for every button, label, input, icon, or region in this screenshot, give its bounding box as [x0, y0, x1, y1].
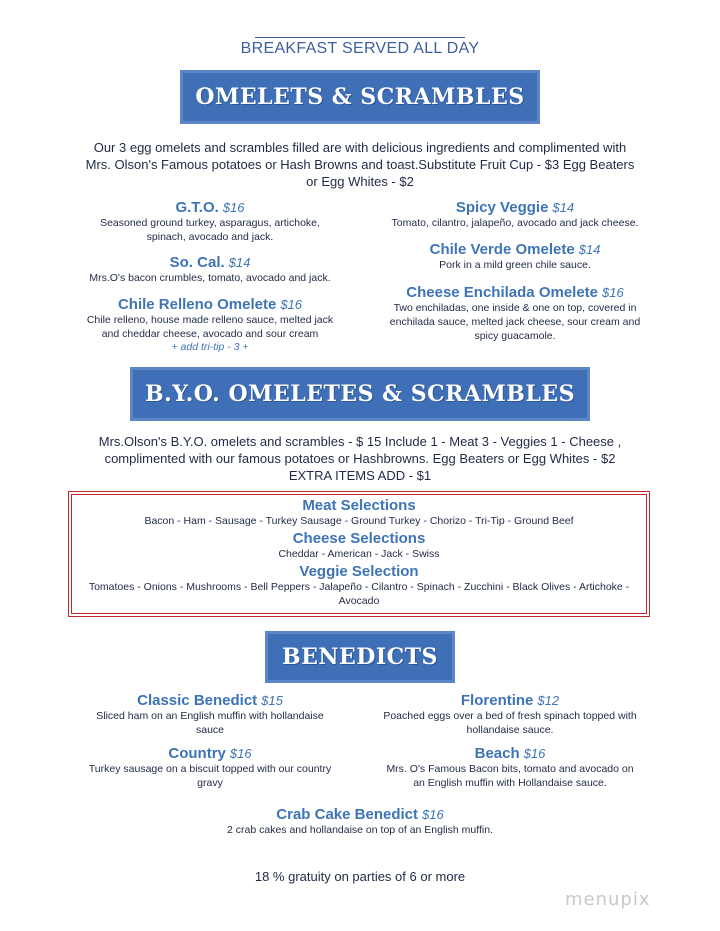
byo-banner: [133, 370, 587, 418]
item-description: Pork in a mild green chile sauce.: [439, 259, 591, 271]
item-name: Country: [168, 745, 226, 762]
item-description: Mrs. O's Famous Bacon bits, tomato and avocado on an English muffin with Hollandaise sauce.: [386, 763, 634, 789]
item-price: $16: [422, 807, 444, 822]
menu-item-country: [80, 745, 340, 790]
item-title: [80, 296, 340, 313]
item-name: So. Cal.: [169, 254, 225, 271]
gratuity-note: 18 % gratuity on parties of 6 or more: [254, 869, 466, 884]
header-rule: [255, 37, 465, 38]
menu-item-beach: [380, 745, 640, 790]
item-price: $16: [229, 746, 252, 761]
byo-intro: [60, 433, 660, 484]
veggie-selection-list: Tomatoes - Onions - Mushrooms - Bell Peppers - Jalapeño - Cilantro - Spinach - Zucchini - Black Olives - Artichoke - Avocado: [88, 581, 630, 607]
item-name: G.T.O.: [175, 199, 219, 216]
item-name: Cheese Enchilada Omelete: [406, 284, 599, 301]
item-name: Chile Verde Omelete: [429, 241, 575, 258]
byo-intro-line: complimented with our famous potatoes or Hashbrowns. Egg Beaters or Egg Whites - $2: [104, 451, 616, 466]
omelets-intro: Our 3 egg omelets and scrambles filled are with delicious ingredients and complimented with Mrs. Olson's Famous potatoes or Hash Browns and toast.Substitute Fruit Cup - $3 Egg Beaters or Egg Whites - $2: [85, 140, 635, 189]
item-description: Chile relleno, house made relleno sauce, melted jack and cheddar cheese, avocado and sour cream: [86, 314, 334, 340]
item-price: $12: [537, 693, 560, 708]
item-price: $14: [578, 242, 601, 257]
benedicts-banner: [268, 634, 452, 680]
item-title: [380, 692, 640, 709]
item-name: Crab Cake Benedict: [276, 806, 418, 823]
item-title: [80, 254, 340, 271]
item-price: $14: [552, 200, 575, 215]
menu-item-cheese-enchilada: [380, 284, 650, 343]
item-name: Spicy Veggie: [455, 199, 549, 216]
omelets-banner-text: OMELETS & SCRAMBLES: [195, 84, 525, 110]
item-title: [380, 745, 640, 762]
item-addon: + add tri-tip - 3 +: [171, 341, 249, 353]
item-price: $14: [228, 255, 251, 270]
menu-item-spicy-veggie: [380, 199, 650, 230]
byo-extra-items: EXTRA ITEMS ADD - $1: [288, 468, 432, 483]
item-price: $16: [523, 746, 546, 761]
menu-item-classic-benedict: [80, 692, 340, 737]
item-title: [380, 284, 650, 301]
cheese-selections-title: Cheese Selections: [292, 530, 426, 547]
item-description: Two enchiladas, one inside & one on top, covered in enchilada sauce, melted jack cheese, sour cream and spicy guacamole.: [389, 302, 641, 342]
omelets-banner: [183, 73, 537, 121]
cheese-selections-list: Cheddar - American - Jack - Swiss: [278, 548, 440, 560]
menu-item-chile-relleno: [80, 296, 340, 353]
menu-item-gto: [80, 199, 340, 244]
item-title: [380, 241, 650, 258]
item-name: Florentine: [460, 692, 534, 709]
item-description: Poached eggs over a bed of fresh spinach topped with hollandaise sauce.: [383, 710, 637, 736]
selections: [76, 497, 642, 608]
item-title: [80, 199, 340, 216]
item-description: Tomato, cilantro, jalapeño, avocado and jack cheese.: [391, 217, 639, 229]
item-price: $16: [280, 297, 303, 312]
item-description: Turkey sausage on a biscuit topped with our country gravy: [88, 763, 332, 789]
menu-item-chile-verde: [380, 241, 650, 272]
menu-item-crab-cake-benedict: [160, 806, 560, 837]
breakfast-served-all-day: BREAKFAST SERVED ALL DAY: [240, 40, 480, 57]
item-description: Sliced ham on an English muffin with hollandaise sauce: [96, 710, 324, 736]
item-description: Seasoned ground turkey, asparagus, artichoke, spinach, avocado and jack.: [100, 217, 320, 243]
item-title: [80, 692, 340, 709]
menu-item-florentine: [380, 692, 640, 737]
item-price: $16: [602, 285, 624, 300]
byo-intro-line: Mrs.Olson's B.Y.O. omelets and scrambles - $ 15 Include 1 - Meat 3 - Veggies 1 - Cheese ,: [98, 434, 622, 449]
menu-item-so-cal: [80, 254, 340, 285]
byo-banner-text: B.Y.O. OMELETES & SCRAMBLES: [144, 381, 576, 407]
menupix-watermark: menupix: [565, 889, 651, 910]
meat-selections-list: Bacon - Ham - Sausage - Turkey Sausage - Ground Turkey - Chorizo - Tri-Tip - Ground Beef: [144, 515, 574, 527]
item-name: Beach: [474, 745, 520, 762]
item-price: $15: [261, 693, 283, 708]
veggie-selection-title: Veggie Selection: [299, 563, 419, 580]
item-name: Chile Relleno Omelete: [117, 296, 277, 313]
item-name: Classic Benedict: [137, 692, 258, 709]
meat-selections-title: Meat Selections: [302, 497, 416, 514]
item-description: 2 crab cakes and hollandaise on top of an English muffin.: [227, 824, 493, 836]
item-title: [80, 745, 340, 762]
benedicts-banner-text: BENEDICTS: [282, 644, 438, 670]
item-title: [160, 806, 560, 823]
item-price: $16: [222, 200, 245, 215]
item-description: Mrs.O's bacon crumbles, tomato, avocado and jack.: [89, 272, 331, 284]
item-title: [380, 199, 650, 216]
